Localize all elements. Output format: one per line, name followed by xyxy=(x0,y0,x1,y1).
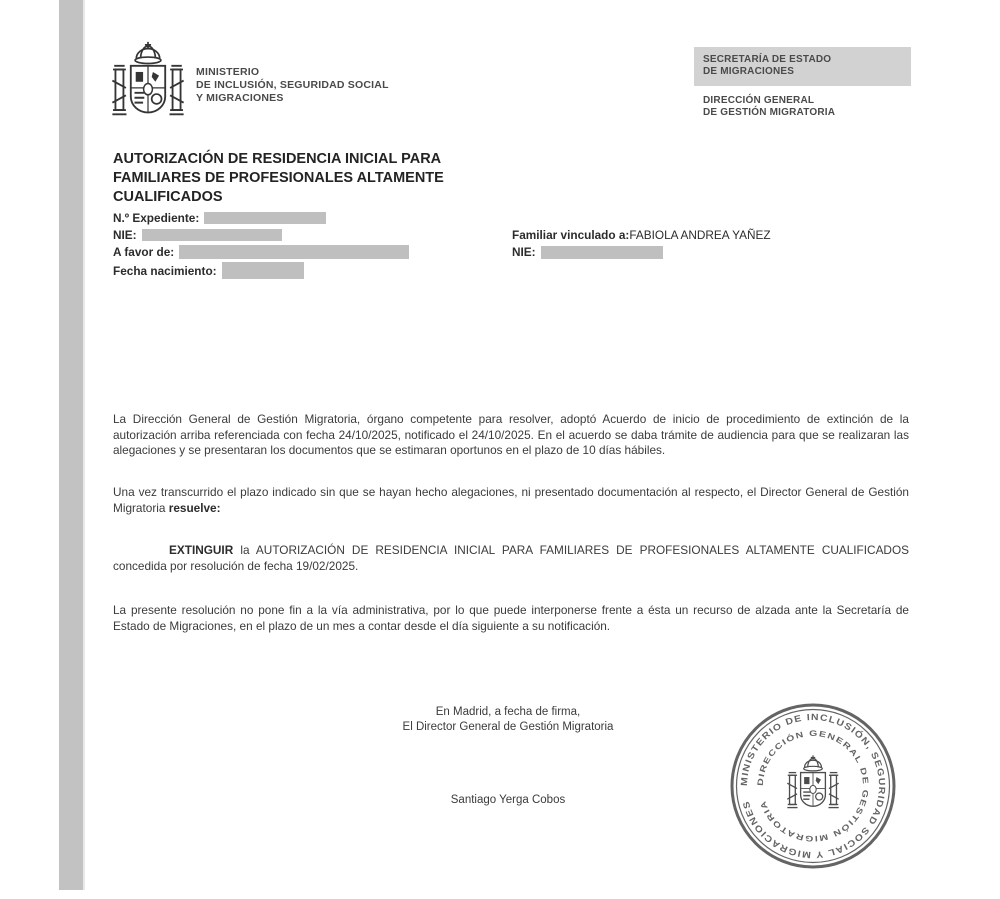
direccion-general-label xyxy=(703,95,835,119)
official-stamp xyxy=(727,700,899,872)
paragraph-extinguir-text: la AUTORIZACIÓN DE RESIDENCIA INICIAL PARA FAMILIARES DE PROFESIONALES ALTAMENTE CUALIFICADOS concedida por resolución de fecha 19/02/2025. xyxy=(113,543,909,573)
redacted-value xyxy=(222,262,304,279)
page-edge-bar xyxy=(59,0,85,890)
ministry-name xyxy=(196,66,389,105)
redacted-value xyxy=(541,246,663,259)
paragraph-resuelve xyxy=(113,485,909,516)
case-fields xyxy=(113,211,409,282)
signature-block xyxy=(308,705,708,735)
resuelve-bold: resuelve: xyxy=(168,500,221,515)
title-line: AUTORIZACIÓN DE RESIDENCIA INICIAL PARA xyxy=(113,151,442,167)
ministry-line: MINISTERIO xyxy=(196,66,260,78)
familiar-vinculado-label: Familiar vinculado a: xyxy=(512,228,630,242)
paragraph-acuerdo-inicio: La Dirección General de Gestión Migratoria, órgano competente para resolver, adoptó Acuerdo de inicio de procedimiento de extinción de la autorización arriba referenciada con fecha 24/10/2025, notificado el 24/10/2025. En el acuerdo se daba trámite de audiencia para que se realizaran las alegaciones y se presentaran los documentos que se estimaran oportunos en el plazo de 10 días hábiles. xyxy=(113,412,909,458)
paragraph-recurso: La presente resolución no pone fin a la vía administrativa, por lo que puede interponerse frente a ésta un recurso de alzada ante la Secretaría de Estado de Migraciones, en el plazo de un mes a contar desde el día siguiente a su notificación. xyxy=(113,603,909,633)
field-familiar-nie xyxy=(512,245,771,259)
secretaria-line: SECRETARÍA DE ESTADO xyxy=(703,54,832,65)
title-line: FAMILIARES DE PROFESIONALES ALTAMENTE xyxy=(113,170,444,186)
signature-place-line: En Madrid, a fecha de firma, xyxy=(435,706,581,718)
paragraph-resuelve-text: Una vez transcurrido el plazo indicado sin que se hayan hecho alegaciones, ni presentado documentación al respecto, el Director General de Gestión Migratoria xyxy=(113,485,909,515)
stamp-coat-of-arms-icon xyxy=(787,755,838,807)
redacted-value xyxy=(179,245,409,259)
direccion-line: DIRECCIÓN GENERAL xyxy=(703,95,815,106)
field-familiar-vinculado xyxy=(512,228,771,242)
signer-name: Santiago Yerga Cobos xyxy=(450,794,566,806)
redacted-value xyxy=(204,212,326,224)
signature-role-line: El Director General de Gestión Migratoria xyxy=(402,721,614,733)
spain-coat-of-arms-icon xyxy=(111,40,185,126)
fecha-nacimiento-label: Fecha nacimiento: xyxy=(113,263,217,278)
direccion-line: DE GESTIÓN MIGRATORIA xyxy=(703,107,836,118)
familiar-nie-label: NIE: xyxy=(512,245,536,259)
extinguir-bold: EXTINGUIR xyxy=(169,543,234,557)
paragraph-extinguir xyxy=(113,543,909,574)
linked-family-fields xyxy=(512,228,771,262)
ministry-line: DE INCLUSIÓN, SEGURIDAD SOCIAL xyxy=(196,79,389,91)
document-title xyxy=(113,150,593,207)
ministry-line: Y MIGRACIONES xyxy=(196,92,284,104)
title-line: CUALIFICADOS xyxy=(113,189,223,205)
secretaria-line: DE MIGRACIONES xyxy=(703,66,795,77)
field-fecha-nacimiento xyxy=(113,262,409,279)
field-expediente xyxy=(113,211,409,225)
secretaria-de-estado-box xyxy=(694,47,911,86)
stamp-outer-text: MINISTERIO DE INCLUSIÓN, SEGURIDAD SOCIAL Y MIGRACIONES xyxy=(738,711,888,861)
familiar-vinculado-value: FABIOLA ANDREA YAÑEZ xyxy=(629,228,771,242)
nie-label: NIE: xyxy=(113,228,137,242)
stamp-inner-text: DIRECCIÓN GENERAL DE GESTIÓN MIGRATORIA xyxy=(755,728,871,844)
field-a-favor xyxy=(113,245,409,259)
field-nie xyxy=(113,228,409,242)
a-favor-label: A favor de: xyxy=(113,245,175,259)
redacted-value xyxy=(142,229,282,241)
expediente-label: N.º Expediente: xyxy=(113,211,200,225)
